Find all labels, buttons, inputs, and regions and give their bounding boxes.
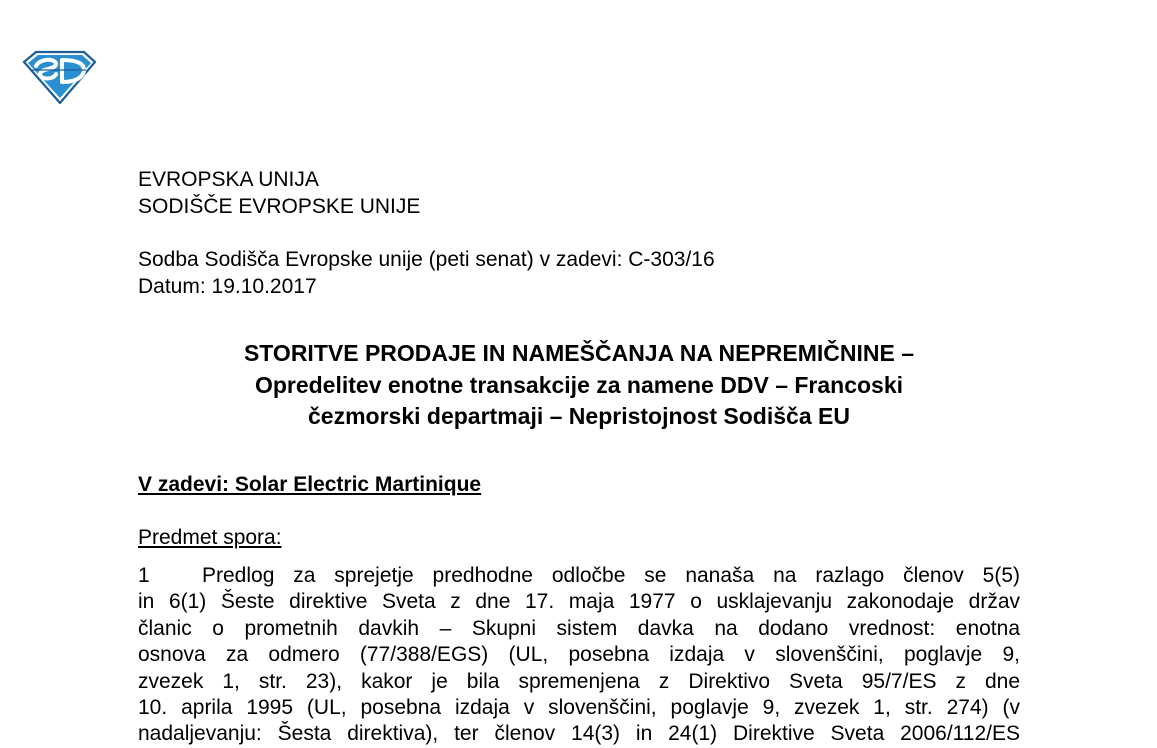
title-line-2: Opredelitev enotne transakcije za namene DDV – Francoski xyxy=(254,371,904,398)
paragraph-line: nadaljevanju: Šesta direktiva), ter členov 14(3) in 24(1) Direktive Sveta 2006/112/ES xyxy=(138,722,1020,746)
header-court-line: SODIŠČE EVROPSKE UNIJE xyxy=(138,195,421,218)
court-logo xyxy=(22,48,96,104)
document-title xyxy=(138,338,1020,433)
paragraph-line: osnova za odmero (77/388/EGS) (UL, posebna izdaja v slovenščini, poglavje 9, xyxy=(138,643,1020,667)
header-eu-line: EVROPSKA UNIJA xyxy=(138,168,319,191)
paragraph-number: 1 xyxy=(138,564,150,587)
paragraph-line-text: Predlog za sprejetje predhodne odločbe se nanaša na razlago členov 5(5) xyxy=(202,564,1020,587)
case-info xyxy=(138,246,715,300)
subject-heading: Predmet spora: xyxy=(138,526,282,549)
judgment-reference: Sodba Sodišča Evropske unije (peti senat) v zadevi: C-303/16 xyxy=(138,248,715,271)
case-name: V zadevi: Solar Electric Martinique xyxy=(138,473,482,496)
paragraph-line: članic o prometnih davkih – Skupni sistem davka na dodano vrednost: enotna xyxy=(138,616,1020,640)
title-line-3: čezmorski departmaji – Nepristojnost Sodišča EU xyxy=(308,403,850,429)
document-header xyxy=(138,166,420,220)
paragraph-line: zvezek 1, str. 23), kakor je bila spremenjena z Direktivo Sveta 95/7/ES z dne xyxy=(138,669,1020,693)
paragraph-1 xyxy=(138,563,1020,748)
title-line-1: STORITVE PRODAJE IN NAMEŠČANJA NA NEPREMIČNINE – xyxy=(243,340,915,366)
court-logo-icon xyxy=(22,48,96,104)
paragraph-line xyxy=(138,563,1020,589)
judgment-date: Datum: 19.10.2017 xyxy=(138,275,317,298)
paragraph-line: 10. aprila 1995 (UL, posebna izdaja v slovenščini, poglavje 9, zvezek 1, str. 274) (v xyxy=(138,695,1020,719)
paragraph-line: in 6(1) Šeste direktive Sveta z dne 17. maja 1977 o usklajevanju zakonodaje držav xyxy=(138,590,1020,614)
